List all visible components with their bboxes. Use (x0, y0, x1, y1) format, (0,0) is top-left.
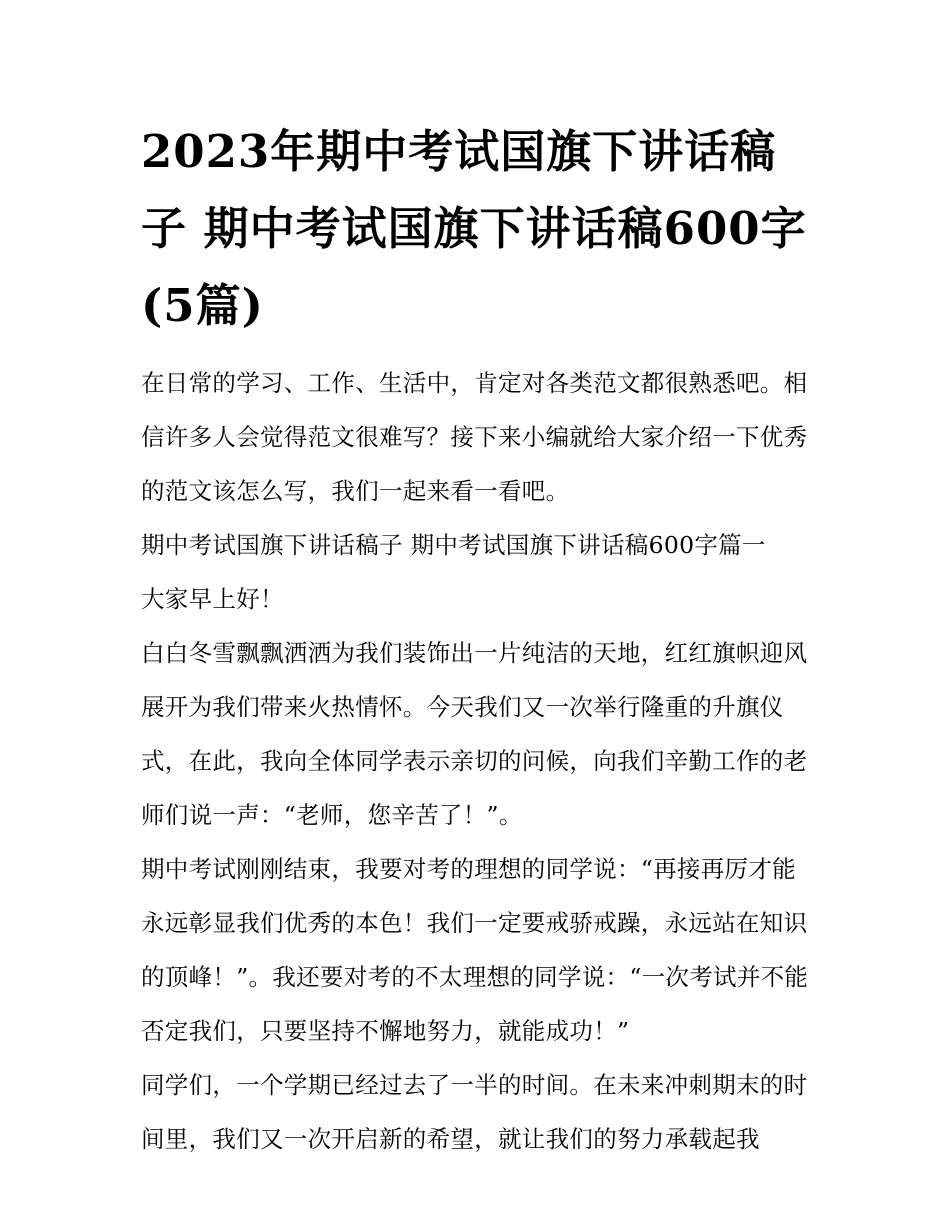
body-paragraph: 同学们，一个学期已经过去了一半的时间。在未来冲刺期末的时间里，我们又一次开启新的希望，就让我们的努力承载起我 (141, 1071, 808, 1153)
document-title: 2023年期中考试国旗下讲话稿子 期中考试国旗下讲话稿600字(5篇) (141, 125, 807, 332)
body-paragraph: 期中考试刚刚结束，我要对考的理想的同学说：“再接再厉才能永远彰显我们优秀的本色！我们一定要戒骄戒躁，永远站在知识的顶峰！”。我还要对考的不太理想的同学说：“一次考试并不能否定我们，只要坚持不懈地努力，就能成功！” (141, 855, 809, 1045)
document-body (141, 356, 813, 1166)
intro-paragraph: 在日常的学习、工作、生活中，肯定对各类范文都很熟悉吧。相信许多人会觉得范文很难写？接下来小编就给大家介绍一下优秀的范文该怎么写，我们一起来看一看吧。 (141, 369, 808, 505)
body-paragraph: 白白冬雪飘飘洒洒为我们装饰出一片纯洁的天地，红红旗帜迎风展开为我们带来火热情怀。今天我们又一次举行隆重的升旗仪式，在此，我向全体同学表示亲切的问候，向我们辛勤工作的老师们说一声：“老师，您辛苦了！”。 (141, 639, 808, 829)
document-page (141, 0, 813, 1166)
greeting-paragraph: 大家早上好！ (141, 585, 284, 613)
section-heading: 期中考试国旗下讲话稿子 期中考试国旗下讲话稿600字篇一 (141, 531, 766, 559)
